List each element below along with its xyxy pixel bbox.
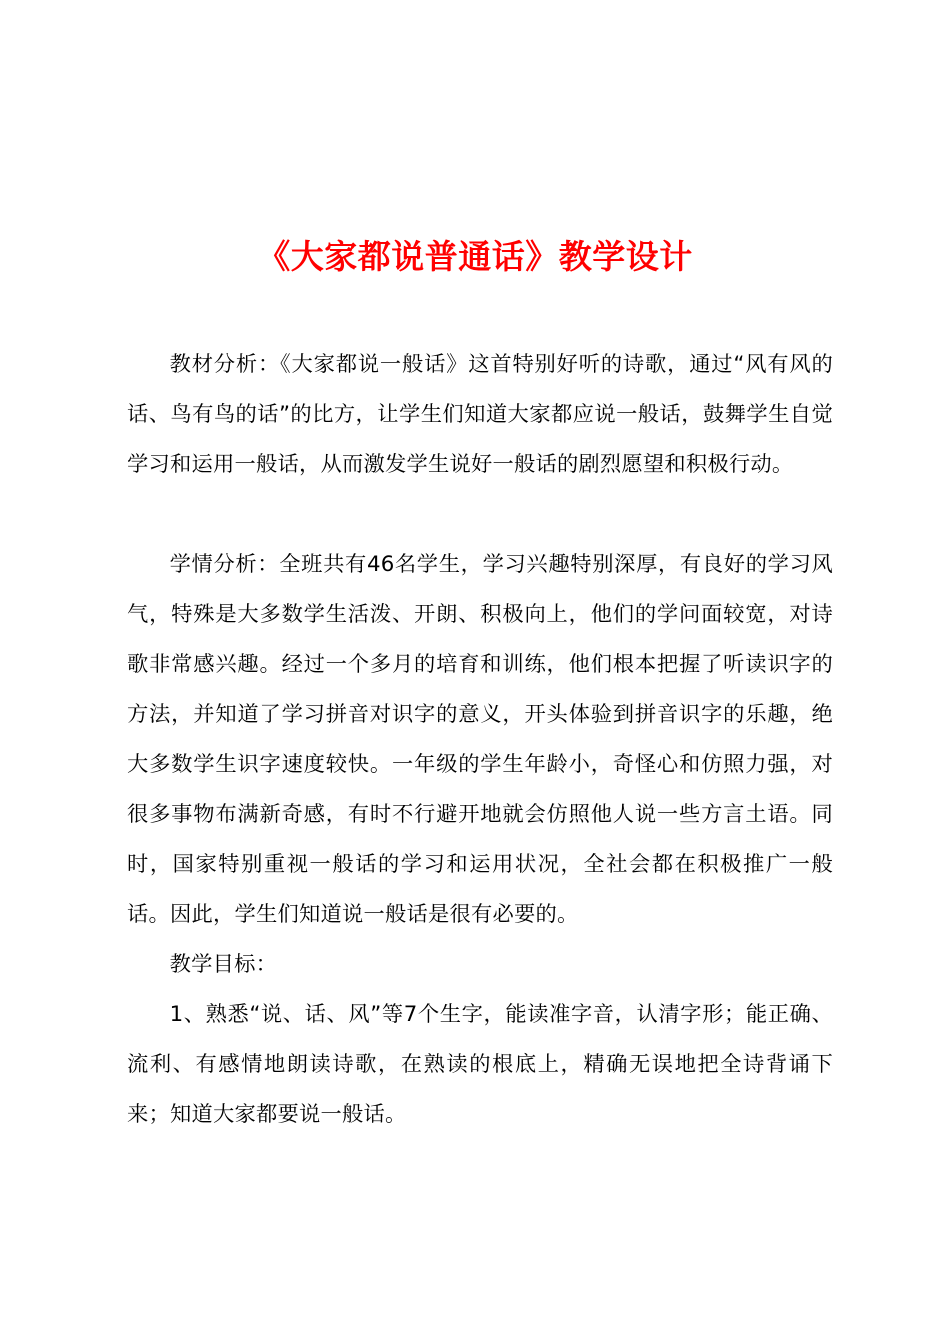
paragraph-teaching-goals-heading [127,940,833,990]
paragraph-text: 学情分析：全班共有46名学生，学习兴趣特别深厚，有良好的学习风气，特殊是大多数学生活泼、开朗、积极向上，他们的学问面较宽，对诗歌非常感兴趣。经过一个多月的培育和训练，他们根本把握了听读识字的方法，并知道了学习拼音对识字的意义，开头体验到拼音识字的乐趣，绝大多数学生识字速度较快。一年级的学生年龄小，奇怪心和仿照力强，对很多事物布满新奇感，有时不行避开地就会仿照他人说一些方言土语。同时，国家特别重视一般话的学习和运用状况，全社会都在积极推广一般话。因此，学生们知道说一般话是很有必要的。 [127,552,833,927]
paragraph-text: 教学目标： [169,952,278,977]
document-title: 《大家都说普通话》教学设计 [257,237,693,277]
paragraph-student-analysis [127,540,833,940]
paragraph-goal-1 [127,990,833,1140]
paragraph-text: 教材分析：《大家都说一般话》这首特别好听的诗歌，通过“风有风的话、鸟有鸟的话”的比方，让学生们知道大家都应说一般话，鼓舞学生自觉学习和运用一般话，从而激发学生说好一般话的剧烈愿望和积极行动。 [127,352,833,477]
paragraph-text: 1、熟悉“说、话、风”等7个生字，能读准字音，认清字形；能正确、流利、有感情地朗读诗歌，在熟读的根底上，精确无误地把全诗背诵下来；知道大家都要说一般话。 [127,1002,833,1127]
paragraph-textbook-analysis [127,340,833,490]
